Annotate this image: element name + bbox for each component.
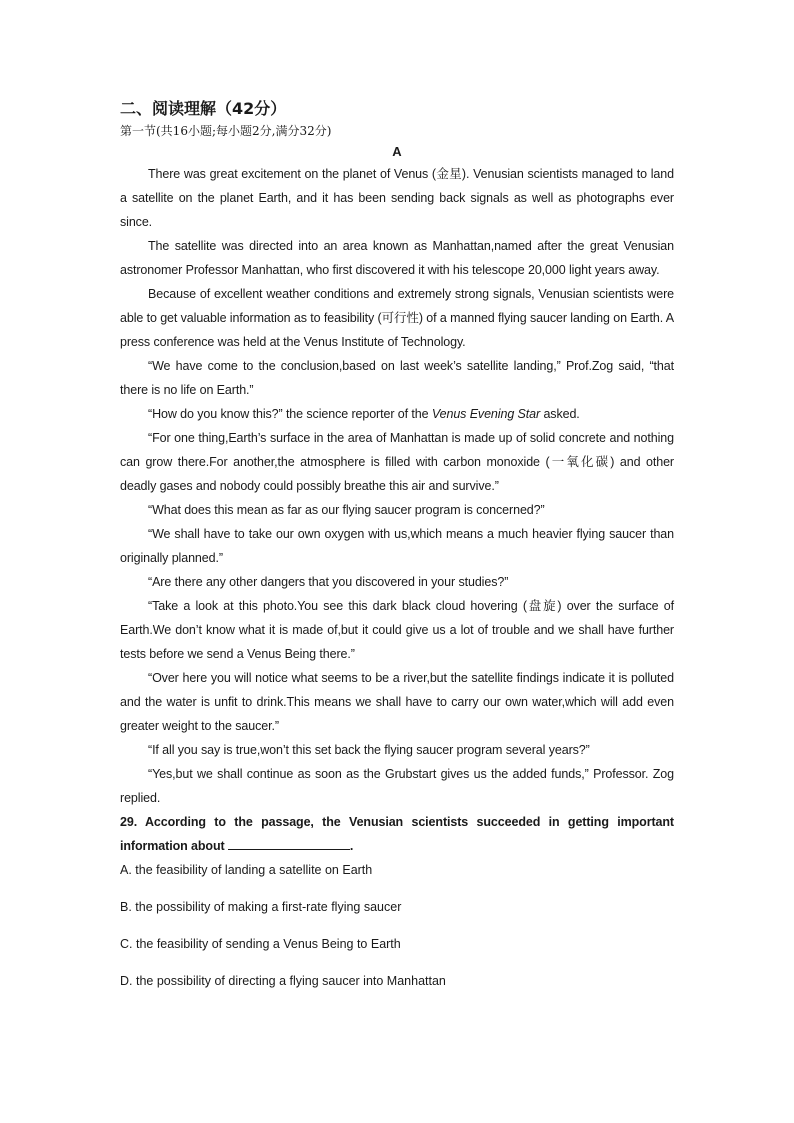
option-d[interactable]: D. the possibility of directing a flying saucer into Manhattan (120, 974, 446, 988)
page-content (120, 96, 674, 1006)
paragraph: “We have come to the conclusion,based on last week’s satellite landing,” Prof.Zog said, “that there is no life on Earth.” (120, 359, 674, 397)
passage-label: A (392, 144, 402, 159)
paragraph: “For one thing,Earth’s surface in the area of Manhattan is made up of solid concrete and nothing can grow there.For another,the atmosphere is filled with carbon monoxide (一氧化碳) and other deadly gases and nobody could possibly breathe this air and survive.” (120, 431, 674, 493)
paragraph: “Yes,but we shall continue as soon as the Grubstart gives us the added funds,” Professor. Zog replied. (120, 767, 674, 805)
paragraph: “What does this mean as far as our flying saucer program is concerned?” (148, 503, 545, 517)
paragraph: “We shall have to take our own oxygen with us,which means a much heavier flying saucer than originally planned.” (120, 527, 674, 565)
paragraph: “Over here you will notice what seems to be a river,but the satellite findings indicate it is polluted and the water is unfit to drink.This means we shall have to carry our own water,which will add even greater weight to the saucer.” (120, 671, 674, 733)
reporter-text-after: asked. (540, 407, 580, 421)
answer-options (120, 858, 674, 993)
option-c[interactable]: C. the feasibility of sending a Venus Being to Earth (120, 937, 401, 951)
option-b[interactable]: B. the possibility of making a first-rate flying saucer (120, 900, 402, 914)
section-subtitle: 第一节(共16小题;每小题2分,满分32分) (120, 124, 332, 138)
question-end: . (349, 839, 354, 853)
paragraph: “Take a look at this photo.You see this dark black cloud hovering (盘旋) over the surface of Earth.We don’t know what it is made of,but it could give us a lot of trouble and we shall have further tests before we send a Venus Being there.” (120, 599, 674, 661)
paragraph: Because of excellent weather conditions and extremely strong signals, Venusian scientists were able to get valuable information as to feasibility (可行性) of a manned flying saucer landing on Earth. A press conference was held at the Venus Institute of Technology. (120, 287, 674, 349)
question-text: According to the passage, the Venusian scientists succeeded in getting important information about (120, 815, 674, 853)
paragraph: There was great excitement on the planet of Venus (金星). Venusian scientists managed to land a satellite on the planet Earth, and it has been sending back signals as well as photographs ever since. (120, 167, 674, 229)
question-29 (120, 810, 674, 858)
option-a[interactable]: A. the feasibility of landing a satellite on Earth (120, 863, 373, 877)
paragraph-reporter (120, 402, 674, 426)
question-number: 29. (120, 815, 138, 829)
paragraph: “Are there any other dangers that you discovered in your studies?” (148, 575, 509, 589)
reporter-text-before: “How do you know this?” the science reporter of the (148, 407, 432, 421)
answer-blank[interactable] (228, 835, 350, 850)
paragraph: The satellite was directed into an area known as Manhattan,named after the great Venusian astronomer Professor Manhattan, who first discovered it with his telescope 20,000 light years away. (120, 239, 674, 277)
passage-body (120, 162, 674, 810)
section-title: 二、阅读理解（42分） (120, 99, 287, 118)
paragraph: “If all you say is true,won’t this set back the flying saucer program several years?” (148, 743, 590, 757)
newspaper-name: Venus Evening Star (431, 407, 541, 421)
